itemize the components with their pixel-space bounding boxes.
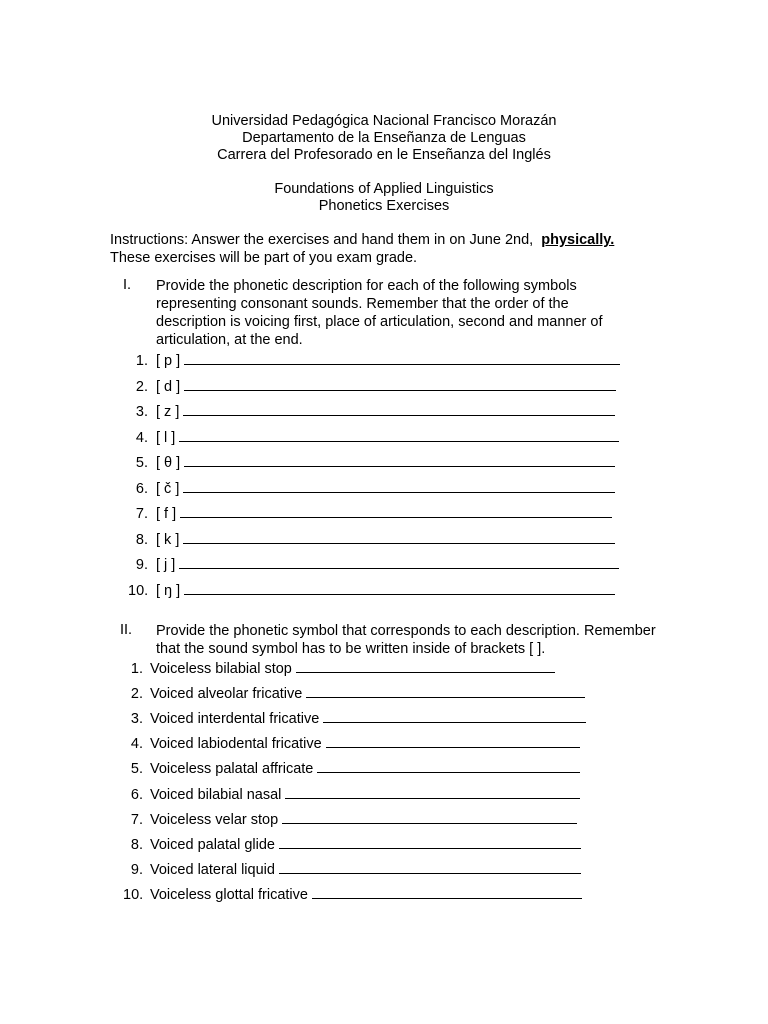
item-number: 2. — [130, 686, 143, 703]
program-name: Carrera del Profesorado en le Enseñanza del Inglés — [217, 147, 551, 163]
answer-line[interactable] — [279, 859, 581, 874]
item-number: 1. — [135, 353, 148, 369]
list-item — [128, 529, 615, 549]
item-label: Voiceless palatal affricate — [150, 761, 314, 778]
item-number: 6. — [135, 480, 148, 497]
item-number: 2. — [135, 378, 148, 395]
answer-line[interactable] — [306, 683, 585, 698]
item-label: Voiced bilabial nasal — [150, 786, 282, 803]
list-item — [128, 503, 612, 523]
list-item — [123, 859, 581, 879]
answer-line[interactable] — [179, 554, 619, 569]
answer-line[interactable] — [180, 503, 612, 518]
instructions-note: These exercises will be part of you exam grade. — [110, 250, 418, 266]
item-number: 9. — [135, 557, 148, 573]
answer-line[interactable] — [183, 478, 615, 493]
answer-line[interactable] — [279, 834, 581, 849]
item-number: 4. — [135, 429, 148, 446]
section-two-prompt: Provide the phonetic symbol that corresponds to each description. Remember that the sound symbol has to be written inside of brackets [ ]. — [156, 623, 656, 657]
item-label: [ d ] — [156, 378, 181, 395]
item-label: Voiced lateral liquid — [150, 861, 275, 878]
answer-line[interactable] — [184, 452, 615, 467]
section-two-numeral: II. — [120, 622, 133, 638]
item-number: 8. — [135, 531, 148, 548]
answer-line[interactable] — [184, 350, 620, 365]
item-label: [ f ] — [156, 506, 177, 522]
answer-line[interactable] — [183, 529, 615, 544]
list-item — [123, 733, 580, 753]
document-header — [0, 113, 768, 215]
item-number: 5. — [130, 761, 143, 778]
list-item — [123, 758, 580, 778]
list-item — [128, 478, 615, 498]
list-item — [128, 376, 616, 396]
list-item — [123, 683, 585, 703]
item-label: Voiced labiodental fricative — [150, 736, 322, 753]
item-label: Voiceless bilabial stop — [150, 661, 292, 677]
item-number: 9. — [130, 861, 143, 878]
list-item — [123, 834, 581, 854]
worksheet-subtitle: Phonetics Exercises — [318, 198, 450, 214]
item-number: 1. — [130, 661, 143, 677]
list-item — [123, 809, 577, 829]
answer-line[interactable] — [183, 401, 615, 416]
item-number: 4. — [130, 736, 143, 753]
item-label: [ θ ] — [156, 455, 181, 471]
university-name: Universidad Pedagógica Nacional Francisco Morazán — [211, 113, 557, 129]
answer-line[interactable] — [326, 733, 580, 748]
item-label: Voiceless glottal fricative — [150, 886, 308, 903]
list-item — [123, 708, 586, 728]
item-label: [ z ] — [156, 404, 180, 420]
answer-line[interactable] — [282, 809, 577, 824]
item-label: Voiced palatal glide — [150, 836, 275, 853]
instructions — [110, 231, 670, 267]
list-item — [128, 350, 620, 370]
item-number: 5. — [135, 455, 148, 471]
department-name: Departamento de la Enseñanza de Lenguas — [242, 130, 526, 146]
list-item — [128, 401, 615, 421]
list-item — [123, 784, 580, 804]
item-number: 7. — [135, 506, 148, 522]
section-one-prompt: Provide the phonetic description for each of the following symbols representing consonant sounds. Remember that the order of the description is voicing first, place of articulation, second and manner of articulation, at the end. — [156, 278, 603, 348]
list-item — [123, 658, 555, 678]
answer-line[interactable] — [296, 658, 555, 673]
item-number: 3. — [130, 711, 143, 728]
item-label: [ p ] — [156, 353, 181, 369]
answer-line[interactable] — [323, 708, 586, 723]
item-number: 6. — [130, 786, 143, 803]
item-number: 3. — [135, 404, 148, 420]
item-number: 7. — [130, 811, 143, 828]
answer-line[interactable] — [179, 427, 619, 442]
item-label: Voiced alveolar fricative — [150, 686, 303, 703]
list-item — [123, 884, 582, 904]
item-label: [ č ] — [156, 480, 180, 497]
item-number: 10. — [128, 582, 149, 599]
instructions-text: Instructions: Answer the exercises and hand them in on June 2nd, — [110, 232, 534, 248]
item-label: [ l ] — [156, 429, 176, 446]
item-label: [ ŋ ] — [156, 582, 181, 599]
item-number: 10. — [123, 886, 144, 903]
list-item — [128, 580, 615, 600]
item-label: Voiceless velar stop — [150, 811, 279, 828]
answer-line[interactable] — [317, 758, 580, 773]
list-item — [128, 554, 619, 574]
list-item — [128, 427, 619, 447]
item-label: [ j ] — [156, 557, 176, 573]
answer-line[interactable] — [184, 376, 616, 391]
item-label: [ k ] — [156, 531, 180, 548]
section-one-numeral: I. — [123, 277, 132, 293]
list-item — [128, 452, 615, 472]
item-number: 8. — [130, 836, 143, 853]
answer-line[interactable] — [184, 580, 615, 595]
answer-line[interactable] — [312, 884, 582, 899]
item-label: Voiced interdental fricative — [150, 711, 320, 728]
instructions-emphasis: physically. — [541, 232, 615, 248]
answer-line[interactable] — [285, 784, 580, 799]
course-title: Foundations of Applied Linguistics — [274, 181, 494, 197]
